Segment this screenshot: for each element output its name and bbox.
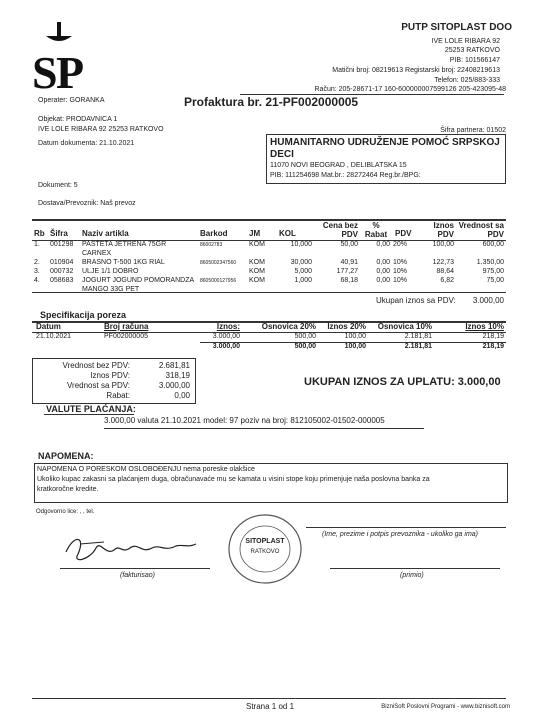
document-title: Profaktura br. 21-PF002000005	[184, 95, 359, 109]
cell-naziv-line-2: CARNEX	[82, 250, 112, 257]
company-telefon: Telefon: 025/883-333	[434, 77, 500, 84]
cell-cena: 177,27	[336, 268, 358, 275]
cell-pdv: 10%	[393, 277, 408, 284]
cell-rabat: 0,00	[376, 268, 390, 275]
cell-pdv: 20%	[393, 241, 408, 248]
objekat: Objekat: PRODAVNICA 1	[38, 116, 118, 123]
partner-address: 11070 NOVI BEOGRAD , DELIBLATSKA 15	[270, 162, 407, 169]
cell-kol: 30,000	[290, 259, 312, 266]
cell-vred: 975,00	[482, 268, 504, 275]
cell-jm: KOM	[249, 277, 265, 284]
spec-title: Specifikacija poreza	[40, 310, 127, 320]
cell-rb: 3.	[34, 268, 40, 275]
svg-text:S: S	[32, 47, 58, 92]
primio-label: (primio)	[400, 572, 424, 579]
dostava: Dostava/Prevoznik: Naš prevoz	[38, 200, 136, 207]
company-stamp	[226, 512, 304, 586]
fakturisao-label: (fakturisao)	[120, 572, 156, 579]
cell-jm: KOM	[249, 259, 265, 266]
cell-iznos: 100,00	[432, 241, 454, 248]
cell-rabat: 0,00	[376, 259, 390, 266]
napomena-line-1: NAPOMENA O PORESKOM OSLOBOĐENJU nema poreske olakšice	[37, 466, 255, 473]
partner-name-1: HUMANITARNO UDRUŽENJE POMOĆ SRPSKOJ	[270, 137, 500, 148]
stamp-name: SITOPLAST	[245, 538, 285, 545]
napomena-box	[34, 463, 508, 503]
cell-kol: 10,000	[290, 241, 312, 248]
napomena-label: NAPOMENA:	[38, 451, 94, 461]
company-name: PUTP SITOPLAST DOO	[401, 22, 512, 33]
cell-vred: 1.350,00	[476, 259, 504, 266]
ukupan-label: Ukupan iznos sa PDV:	[376, 296, 456, 305]
cell-iznos: 122,73	[432, 259, 454, 266]
company-racun: Račun: 205-28671-17 160-600000007599126 205-423095-48	[314, 86, 506, 93]
cell-sifra: 000732	[50, 268, 74, 275]
summary-label: Rabat:	[106, 391, 130, 400]
ukupan-value: 3.000,00	[472, 296, 504, 305]
ukupno-za-uplatu: UKUPAN IZNOS ZA UPLATU: 3.000,00	[304, 376, 501, 388]
partner-name-2: DECI	[270, 149, 294, 160]
partner-ids: PIB: 111254698 Mat.br.: 28272464 Reg.br./BPG:	[270, 172, 421, 179]
footer-software: BizniSoft Poslovni Programi - www.biznisoft.com	[381, 704, 510, 710]
cell-vred: 75,00	[486, 277, 504, 284]
operater: Operater: GORANKA	[38, 97, 105, 104]
cell-kol: 5,000	[294, 268, 312, 275]
company-city: 25253 RATKOVO	[444, 47, 500, 54]
cell-cena: 40,91	[340, 259, 358, 266]
stamp-city: RATKOVO	[250, 549, 280, 555]
signature	[60, 530, 200, 566]
valute-label: VALUTE PLAĆANJA:	[46, 404, 136, 414]
cell-sifra: 058683	[50, 277, 74, 284]
dokument: Dokument: 5	[38, 182, 78, 189]
cell-pdv: 10%	[393, 259, 408, 266]
cell-naziv: PASTETA JETRENA 75GR	[82, 241, 167, 248]
company-address: IVE LOLE RIBARA 92	[431, 38, 500, 45]
cell-barkod: 8605002347560	[200, 260, 237, 266]
partner-box	[266, 134, 506, 184]
summary-value: 0,00	[174, 391, 190, 400]
summary-label: Vrednost sa PDV:	[67, 381, 130, 390]
cell-barkod: 86002783	[200, 242, 223, 248]
cell-iznos: 6,82	[440, 277, 454, 284]
cell-sifra: 010904	[50, 259, 74, 266]
napomena-line-2: Ukoliko kupac zakasni sa plaćanjem duga, obračunavaće mu se kamata u visini stope koju primenjuje naša poslovna banka za	[37, 476, 430, 483]
summary-label: Vrednost bez PDV:	[62, 361, 130, 370]
summary-value: 318,19	[165, 371, 190, 380]
objekat-address: IVE LOLE RIBARA 92 25253 RATKOVO	[38, 126, 164, 133]
cell-sifra: 001298	[50, 241, 74, 248]
cell-naziv: BRASNO T-500 1KG RIAL	[82, 259, 165, 266]
cell-rb: 4.	[34, 277, 40, 284]
napomena-line-3: kratkoročne kredite.	[37, 486, 99, 493]
cell-jm: KOM	[249, 268, 265, 275]
ime-prezime-label: (Ime, prezime i potpis prevoznika - ukoliko ga ima)	[322, 531, 479, 538]
company-pib: PIB: 101566147	[449, 57, 500, 64]
cell-naziv: JOGURT JOGUND POMORANDZA	[82, 277, 195, 284]
valute-text: 3.000,00 valuta 21.10.2021 model: 97 poziv na broj: 812105002-01502-000005	[104, 416, 385, 425]
cell-iznos: 88,64	[436, 268, 454, 275]
svg-text:P: P	[56, 47, 85, 92]
cell-rb: 1.	[34, 241, 40, 248]
cell-pdv: 10%	[393, 268, 408, 275]
sifra-partnera: Šifra partnera: 01502	[440, 127, 506, 134]
summary-label: Iznos PDV:	[90, 371, 130, 380]
cell-barkod: 8605000127956	[200, 278, 237, 284]
company-maticni: Matični broj: 08219613 Registarski broj: 22408219613	[332, 67, 500, 74]
cell-rabat: 0,00	[376, 241, 390, 248]
cell-naziv: ULJE 1/1 DOBRO	[82, 268, 139, 275]
cell-jm: KOM	[249, 241, 265, 248]
cell-cena: 68,18	[340, 277, 358, 284]
cell-vred: 600,00	[482, 241, 504, 248]
cell-kol: 1,000	[294, 277, 312, 284]
odgovorno-lice: Odgovorno lice: , , tel.	[36, 509, 95, 515]
datum-dokumenta: Datum dokumenta: 21.10.2021	[38, 140, 135, 147]
cell-rb: 2.	[34, 259, 40, 266]
summary-value: 2.681,81	[158, 361, 190, 370]
footer-page: Strana 1 od 1	[246, 702, 295, 711]
company-logo	[30, 20, 88, 92]
summary-value: 3.000,00	[158, 381, 190, 390]
cell-cena: 50,00	[340, 241, 358, 248]
cell-rabat: 0,00	[376, 277, 390, 284]
cell-naziv-line-2: MANGO 33G PET	[82, 286, 140, 293]
